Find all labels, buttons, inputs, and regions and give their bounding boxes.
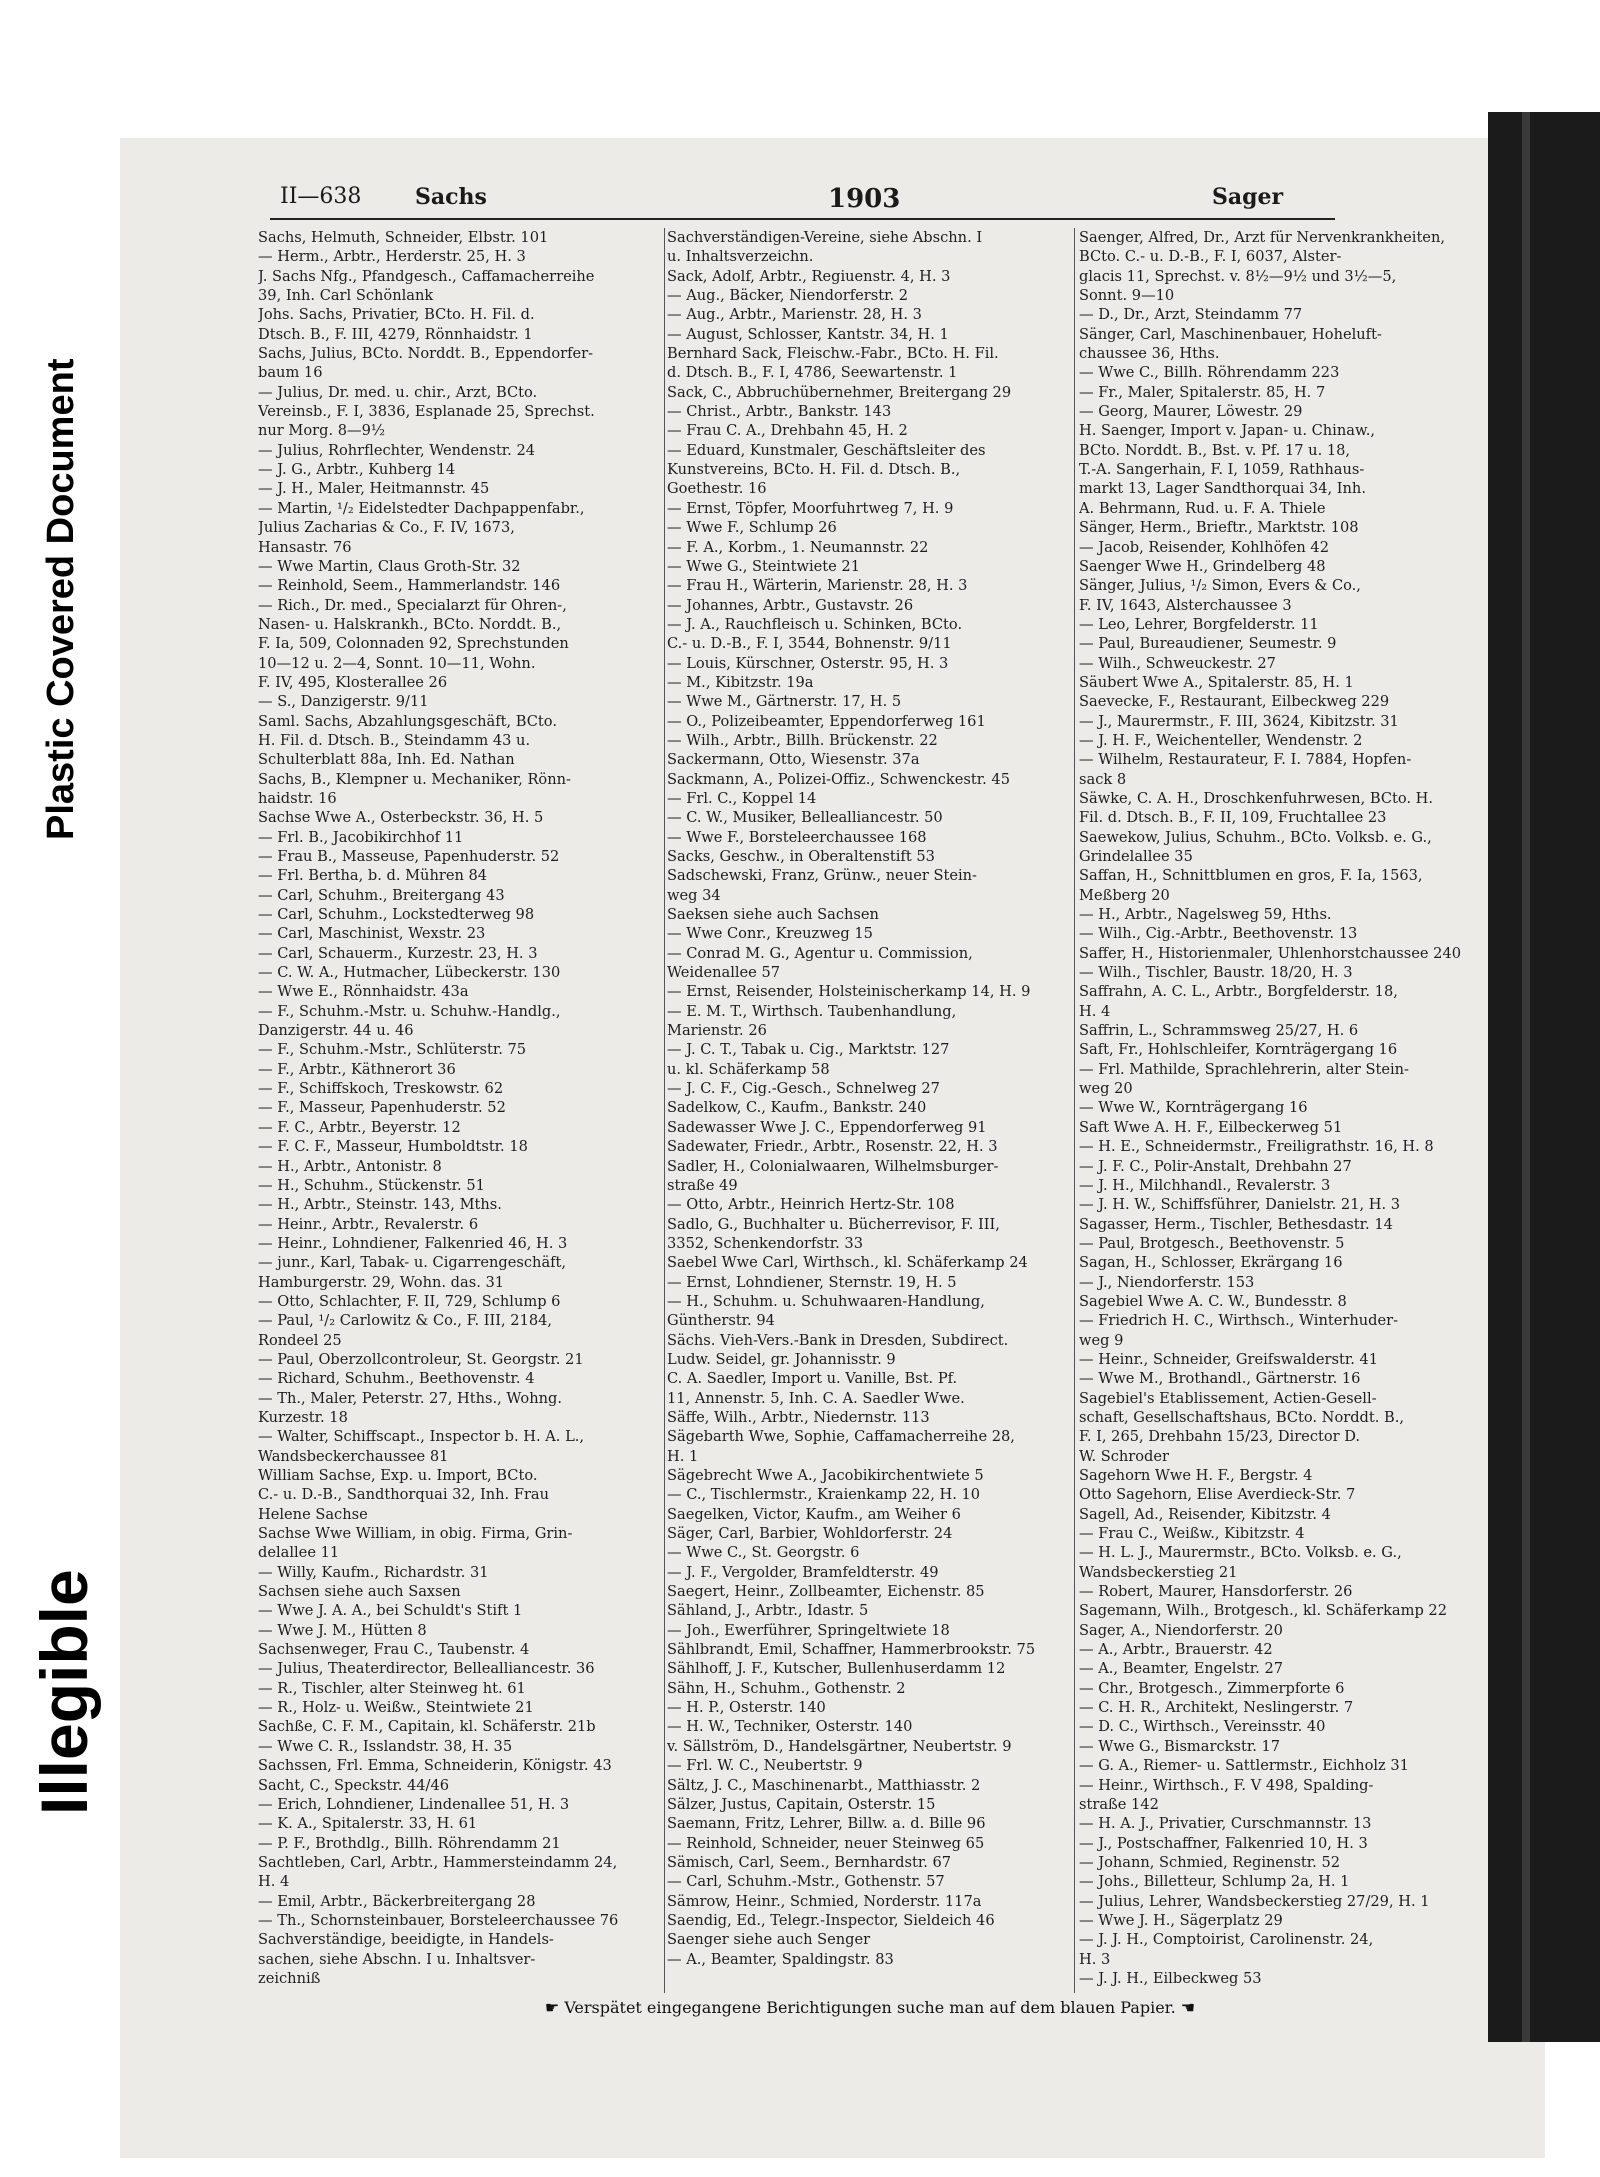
footer-note: ☛ Verspätet eingegangene Berichtigungen suche man auf dem blauen Papier. ☚ bbox=[544, 1998, 1196, 2017]
directory-entry-line: Wandsbeckerstieg 21 bbox=[1079, 1563, 1238, 1581]
directory-entry-line: Säubert Wwe A., Spitalerstr. 85, H. 1 bbox=[1079, 673, 1354, 691]
directory-entry-line: v. Sällström, D., Handelsgärtner, Neubertstr. 9 bbox=[667, 1737, 1012, 1755]
directory-entry-line: — Carl, Schuhm., Lockstedterweg 98 bbox=[258, 906, 535, 924]
directory-entry-line: — Otto, Schlachter, F. II, 729, Schlump 6 bbox=[258, 1292, 561, 1310]
directory-entry-line: Saewekow, Julius, Schuhm., BCto. Volksb. e. G., bbox=[1079, 828, 1432, 846]
directory-entry-line: — Frl. C., Koppel 14 bbox=[667, 789, 817, 807]
directory-entry-line: 10—12 u. 2—4, Sonnt. 10—11, Wohn. bbox=[258, 654, 536, 672]
directory-entry-line: A. Behrmann, Rud. u. F. A. Thiele bbox=[1079, 499, 1326, 517]
header-rule bbox=[270, 218, 1335, 220]
directory-entry-line: — Otto, Arbtr., Heinrich Hertz-Str. 108 bbox=[667, 1196, 955, 1214]
directory-entry-line: Saenger siehe auch Senger bbox=[667, 1931, 871, 1949]
directory-entry-line: — Rich., Dr. med., Specialarzt für Ohren-, bbox=[258, 596, 567, 614]
directory-entry-line: 11, Annenstr. 5, Inh. C. A. Saedler Wwe. bbox=[667, 1389, 965, 1407]
directory-entry-line: — Emil, Arbtr., Bäckerbreitergang 28 bbox=[258, 1892, 536, 1910]
directory-entry-line: — August, Schlosser, Kantstr. 34, H. 1 bbox=[667, 325, 949, 343]
directory-entry-line: — Julius, Lehrer, Wandsbeckerstieg 27/29, H. 1 bbox=[1079, 1892, 1430, 1910]
directory-entry-line: — H. W., Techniker, Osterstr. 140 bbox=[667, 1718, 913, 1736]
directory-entry-line: Sälzer, Justus, Capitain, Osterstr. 15 bbox=[667, 1795, 936, 1813]
directory-entry-line: — Friedrich H. C., Wirthsch., Winterhuder- bbox=[1079, 1312, 1399, 1330]
directory-entry-line: Sachs, Julius, BCto. Norddt. B., Eppendorfer- bbox=[258, 345, 594, 363]
directory-entry-line: Säwke, C. A. H., Droschkenfuhrwesen, BCto. H. bbox=[1079, 789, 1434, 807]
directory-entry-line: — Frl. Mathilde, Sprachlehrerin, alter Stein- bbox=[1079, 1060, 1409, 1078]
directory-entry-line: — Chr., Brotgesch., Zimmerpforte 6 bbox=[1079, 1679, 1345, 1697]
directory-entry-line: — Frl. B., Jacobikirchhof 11 bbox=[258, 828, 464, 846]
directory-entry-line: Sadewasser Wwe J. C., Eppendorferweg 91 bbox=[667, 1118, 987, 1136]
directory-entry-line: Sadelkow, C., Kaufm., Bankstr. 240 bbox=[667, 1099, 927, 1117]
directory-entry-line: — F. C. F., Masseur, Humboldtstr. 18 bbox=[258, 1138, 528, 1156]
directory-entry-line: Sadler, H., Colonialwaaren, Wilhelmsburger- bbox=[667, 1157, 999, 1175]
directory-entry-line: — C. H. R., Architekt, Neslingerstr. 7 bbox=[1079, 1699, 1354, 1717]
directory-entry-line: — Herm., Arbtr., Herderstr. 25, H. 3 bbox=[258, 248, 526, 266]
directory-entry-line: — Ernst, Reisender, Holsteinischerkamp 14, H. 9 bbox=[667, 983, 1031, 1001]
directory-entry-line: — Julius, Rohrflechter, Wendenstr. 24 bbox=[258, 441, 536, 459]
directory-entry-line: — H., Schuhm., Stückenstr. 51 bbox=[258, 1176, 485, 1194]
directory-column-3 bbox=[1079, 228, 1485, 1988]
directory-entry-line: schaft, Gesellschaftshaus, BCto. Norddt. B., bbox=[1079, 1408, 1405, 1426]
column-divider bbox=[664, 228, 665, 1993]
header-left-keyword: Sachs bbox=[415, 184, 487, 210]
directory-entry-line: Schulterblatt 88a, Inh. Ed. Nathan bbox=[258, 751, 515, 769]
directory-entry-line: Saemann, Fritz, Lehrer, Billw. a. d. Bille 96 bbox=[667, 1815, 986, 1833]
directory-entry-line: — O., Polizeibeamter, Eppendorferweg 161 bbox=[667, 712, 986, 730]
directory-entry-line: — F., Arbtr., Käthnerort 36 bbox=[258, 1060, 456, 1078]
directory-entry-line: — E. M. T., Wirthsch. Taubenhandlung, bbox=[667, 1002, 957, 1020]
directory-entry-line: Säffe, Wilh., Arbtr., Niedernstr. 113 bbox=[667, 1408, 930, 1426]
directory-entry-line: — Wwe C., St. Georgstr. 6 bbox=[667, 1544, 860, 1562]
directory-entry-line: Sachverständigen-Vereine, siehe Abschn. I bbox=[667, 229, 983, 246]
directory-entry-line: — Conrad M. G., Agentur u. Commission, bbox=[667, 944, 973, 962]
directory-entry-line: — F., Masseur, Papenhuderstr. 52 bbox=[258, 1099, 506, 1117]
directory-entry-line: — Heinr., Arbtr., Revalerstr. 6 bbox=[258, 1215, 479, 1233]
directory-entry-line: Saffan, H., Schnittblumen en gros, F. Ia, 1563, bbox=[1079, 867, 1423, 885]
directory-entry-line: Helene Sachse bbox=[258, 1505, 368, 1523]
directory-entry-line: Sagebiel's Etablissement, Actien-Gesell- bbox=[1079, 1389, 1377, 1407]
column-divider bbox=[1074, 228, 1075, 1993]
directory-entry-line: — C., Tischlermstr., Kraienkamp 22, H. 10 bbox=[667, 1486, 981, 1504]
directory-entry-line: — Richard, Schuhm., Beethovenstr. 4 bbox=[258, 1370, 535, 1388]
directory-entry-line: Säger, Carl, Barbier, Wohldorferstr. 24 bbox=[667, 1525, 953, 1543]
directory-entry-line: — Wwe E., Rönnhaidstr. 43a bbox=[258, 983, 469, 1001]
directory-entry-line: — Frau H., Wärterin, Marienstr. 28, H. 3 bbox=[667, 577, 968, 595]
directory-entry-line: — Frau C., Weißw., Kibitzstr. 4 bbox=[1079, 1525, 1305, 1543]
directory-entry-line: 39, Inh. Carl Schönlank bbox=[258, 287, 434, 305]
directory-entry-line: — junr., Karl, Tabak- u. Cigarrengeschäft, bbox=[258, 1254, 567, 1272]
directory-entry-line: — Julius, Dr. med. u. chir., Arzt, BCto. bbox=[258, 383, 538, 401]
directory-entry-line: — J. J. H., Comptoirist, Carolinenstr. 24, bbox=[1079, 1931, 1374, 1949]
directory-entry-line: Sachverständige, beeidigte, in Handels- bbox=[258, 1931, 554, 1949]
directory-entry-line: — Robert, Maurer, Hansdorferstr. 26 bbox=[1079, 1583, 1353, 1601]
directory-entry-line: Sämisch, Carl, Seem., Bernhardstr. 67 bbox=[667, 1853, 952, 1871]
directory-entry-line: — Walter, Schiffscapt., Inspector b. H. A. L., bbox=[258, 1428, 585, 1446]
directory-entry-line: — Wilh., Tischler, Baustr. 18/20, H. 3 bbox=[1079, 964, 1353, 982]
directory-entry-line: straße 49 bbox=[667, 1176, 738, 1194]
directory-entry-line: Saeksen siehe auch Sachsen bbox=[667, 906, 879, 924]
directory-entry-line: Sachse Wwe William, in obig. Firma, Grin- bbox=[258, 1525, 573, 1543]
directory-entry-line: Saft, Fr., Hohlschleifer, Kornträgergang 16 bbox=[1079, 1041, 1398, 1059]
directory-entry-line: — F., Schiffskoch, Treskowstr. 62 bbox=[258, 1080, 504, 1098]
directory-entry-line: Sadewater, Friedr., Arbtr., Rosenstr. 22, H. 3 bbox=[667, 1138, 998, 1156]
directory-entry-line: — R., Tischler, alter Steinweg ht. 61 bbox=[258, 1679, 526, 1697]
directory-entry-line: Kunstvereins, BCto. H. Fil. d. Dtsch. B., bbox=[667, 461, 961, 479]
directory-entry-line: — J. H., Milchhandl., Revalerstr. 3 bbox=[1079, 1176, 1331, 1194]
directory-entry-line: — Reinhold, Seem., Hammerlandstr. 146 bbox=[258, 577, 561, 595]
directory-entry-line: H. Fil. d. Dtsch. B., Steindamm 43 u. bbox=[258, 731, 531, 749]
directory-entry-line: — G. A., Riemer- u. Sattlermstr., Eichholz 31 bbox=[1079, 1757, 1409, 1775]
directory-entry-line: Marienstr. 26 bbox=[667, 1022, 767, 1040]
directory-entry-line: Saenger Wwe H., Grindelberg 48 bbox=[1079, 557, 1326, 575]
directory-entry-line: Sächs. Vieh-Vers.-Bank in Dresden, Subdirect. bbox=[667, 1331, 1009, 1349]
directory-entry-line: — J., Niendorferstr. 153 bbox=[1079, 1273, 1255, 1291]
directory-entry-line: H. 4 bbox=[1079, 1002, 1111, 1020]
directory-entry-line: Sagehorn Wwe H. F., Bergstr. 4 bbox=[1079, 1467, 1313, 1484]
directory-entry-line: — Wilh., Arbtr., Billh. Brückenstr. 22 bbox=[667, 731, 938, 749]
directory-entry-line: glacis 11, Sprechst. v. 8½—9½ und 3½—5, bbox=[1079, 267, 1397, 285]
directory-entry-line: — J. C. F., Cig.-Gesch., Schnelweg 27 bbox=[667, 1080, 940, 1098]
directory-entry-line: — Wwe F., Borsteleerchaussee 168 bbox=[667, 828, 927, 846]
directory-entry-line: — Louis, Kürschner, Osterstr. 95, H. 3 bbox=[667, 654, 949, 672]
page-number: II—638 bbox=[280, 184, 362, 209]
directory-entry-line: H. 1 bbox=[667, 1447, 699, 1465]
directory-entry-line: Saevecke, F., Restaurant, Eilbeckweg 229 bbox=[1079, 693, 1390, 711]
directory-entry-line: 3352, Schenkendorfstr. 33 bbox=[667, 1234, 863, 1252]
directory-entry-line: u. Inhaltsverzeichn. bbox=[667, 248, 814, 266]
directory-entry-line: Sählhoff, J. F., Kutscher, Bullenhuserdamm 12 bbox=[667, 1660, 1006, 1678]
directory-entry-line: — H. P., Osterstr. 140 bbox=[667, 1699, 826, 1717]
header-right-keyword: Sager bbox=[1212, 184, 1284, 210]
directory-entry-line: Sackermann, Otto, Wiesenstr. 37a bbox=[667, 751, 920, 769]
directory-entry-line: — Wwe C. R., Isslandstr. 38, H. 35 bbox=[258, 1737, 513, 1755]
directory-entry-line: haidstr. 16 bbox=[258, 789, 337, 807]
directory-entry-line: — Leo, Lehrer, Borgfelderstr. 11 bbox=[1079, 615, 1319, 633]
binding-edge bbox=[1488, 112, 1600, 2042]
directory-entry-line: C.- u. D.-B., Sandthorquai 32, Inh. Frau bbox=[258, 1486, 550, 1504]
directory-entry-line: — H., Arbtr., Antonistr. 8 bbox=[258, 1157, 442, 1175]
directory-column-1 bbox=[258, 228, 660, 1988]
directory-entry-line: — H. L. J., Maurermstr., BCto. Volksb. e. G., bbox=[1079, 1544, 1402, 1562]
directory-entry-line: Kurzestr. 18 bbox=[258, 1408, 348, 1426]
directory-entry-line: — Paul, ¹/₂ Carlowitz & Co., F. III, 2184, bbox=[258, 1312, 553, 1330]
directory-entry-line: — P. F., Brothdlg., Billh. Röhrendamm 21 bbox=[258, 1834, 561, 1852]
directory-entry-line: Saebel Wwe Carl, Wirthsch., kl. Schäferkamp 24 bbox=[667, 1254, 1028, 1272]
directory-entry-line: — Wwe G., Bismarckstr. 17 bbox=[1079, 1737, 1281, 1755]
directory-entry-line: u. kl. Schäferkamp 58 bbox=[667, 1060, 830, 1078]
directory-entry-line: — Wilh., Schweuckestr. 27 bbox=[1079, 654, 1276, 672]
directory-entry-line: markt 13, Lager Sandthorquai 34, Inh. bbox=[1079, 480, 1366, 498]
directory-entry-line: — Th., Maler, Peterstr. 27, Hths., Wohng. bbox=[258, 1389, 562, 1407]
directory-entry-line: Sacht, C., Speckstr. 44/46 bbox=[258, 1776, 450, 1794]
directory-entry-line: Goethestr. 16 bbox=[667, 480, 767, 498]
directory-entry-line: — M., Kibitzstr. 19a bbox=[667, 673, 814, 691]
directory-entry-line: — Carl, Schauerm., Kurzestr. 23, H. 3 bbox=[258, 944, 538, 962]
directory-entry-line: Sachße, C. F. M., Capitain, kl. Schäferstr. 21b bbox=[258, 1718, 596, 1736]
directory-entry-line: — A., Beamter, Engelstr. 27 bbox=[1079, 1660, 1284, 1678]
directory-entry-line: Saffrahn, A. C. L., Arbtr., Borgfelderstr. 18, bbox=[1079, 983, 1398, 1001]
directory-entry-line: — H. E., Schneidermstr., Freiligrathstr. 16, H. 8 bbox=[1079, 1138, 1434, 1156]
directory-entry-line: Saenger, Alfred, Dr., Arzt für Nervenkrankheiten, bbox=[1079, 229, 1445, 246]
directory-entry-line: — A., Arbtr., Brauerstr. 42 bbox=[1079, 1641, 1273, 1659]
directory-entry-line: delallee 11 bbox=[258, 1544, 340, 1562]
directory-entry-line: — Paul, Brotgesch., Beethovenstr. 5 bbox=[1079, 1234, 1345, 1252]
directory-entry-line: — F., Schuhm.-Mstr., Schlüterstr. 75 bbox=[258, 1041, 527, 1059]
directory-entry-line: weg 34 bbox=[667, 886, 721, 904]
directory-entry-line: Sack, Adolf, Arbtr., Regiuenstr. 4, H. 3 bbox=[667, 267, 951, 285]
directory-entry-line: Saegelken, Victor, Kaufm., am Weiher 6 bbox=[667, 1505, 961, 1523]
directory-entry-line: Vereinsb., F. I, 3836, Esplanade 25, Sprechst. bbox=[258, 403, 595, 421]
directory-entry-line: Nasen- u. Halskrankh., BCto. Norddt. B., bbox=[258, 615, 562, 633]
directory-entry-line: Hamburgerstr. 29, Wohn. das. 31 bbox=[258, 1273, 505, 1291]
directory-entry-line: — Georg, Maurer, Löwestr. 29 bbox=[1079, 403, 1303, 421]
directory-entry-line: C. A. Saedler, Import u. Vanille, Bst. Pf. bbox=[667, 1370, 958, 1388]
directory-column-2 bbox=[667, 228, 1069, 1969]
directory-entry-line: weg 20 bbox=[1079, 1080, 1133, 1098]
directory-entry-line: — J., Postschaffner, Falkenried 10, H. 3 bbox=[1079, 1834, 1368, 1852]
directory-entry-line: H. Saenger, Import v. Japan- u. Chinaw., bbox=[1079, 422, 1375, 440]
directory-entry-line: — Erich, Lohndiener, Lindenallee 51, H. 3 bbox=[258, 1795, 570, 1813]
directory-entry-line: — Johann, Schmied, Reginenstr. 52 bbox=[1079, 1853, 1341, 1871]
directory-entry-line: — J. H. F., Weichenteller, Wendenstr. 2 bbox=[1079, 731, 1363, 749]
directory-entry-line: — Julius, Theaterdirector, Bellealliancestr. 36 bbox=[258, 1660, 595, 1678]
directory-entry-line: — Frl. W. C., Neubertstr. 9 bbox=[667, 1757, 863, 1775]
directory-entry-line: Rondeel 25 bbox=[258, 1331, 342, 1349]
directory-entry-line: — Wwe M., Gärtnerstr. 17, H. 5 bbox=[667, 693, 902, 711]
directory-entry-line: Sägebrecht Wwe A., Jacobikirchentwiete 5 bbox=[667, 1467, 984, 1484]
directory-entry-line: — Johs., Billetteur, Schlump 2a, H. 1 bbox=[1079, 1873, 1350, 1891]
directory-entry-line: — Wwe C., Billh. Röhrendamm 223 bbox=[1079, 364, 1340, 382]
directory-entry-line: William Sachse, Exp. u. Import, BCto. bbox=[258, 1467, 538, 1484]
directory-entry-line: F. I, 265, Drehbahn 15/23, Director D. bbox=[1079, 1428, 1361, 1446]
directory-entry-line: — J. H. W., Schiffsführer, Danielstr. 21, H. 3 bbox=[1079, 1196, 1401, 1214]
directory-entry-line: F. IV, 1643, Alsterchaussee 3 bbox=[1079, 596, 1292, 614]
directory-entry-line: H. 3 bbox=[1079, 1950, 1111, 1968]
directory-entry-line: — J. J. H., Eilbeckweg 53 bbox=[1079, 1969, 1262, 1987]
directory-entry-line: weg 9 bbox=[1079, 1331, 1124, 1349]
directory-entry-line: Sähland, J., Arbtr., Idastr. 5 bbox=[667, 1602, 869, 1620]
directory-entry-line: — H., Schuhm. u. Schuhwaaren-Handlung, bbox=[667, 1292, 985, 1310]
directory-entry-line: Güntherstr. 94 bbox=[667, 1312, 775, 1330]
directory-entry-line: — Wwe G., Steintwiete 21 bbox=[667, 557, 860, 575]
directory-entry-line: — Ernst, Lohndiener, Sternstr. 19, H. 5 bbox=[667, 1273, 957, 1291]
directory-entry-line: Sagebiel Wwe A. C. W., Bundesstr. 8 bbox=[1079, 1292, 1347, 1310]
directory-entry-line: — J. G., Arbtr., Kuhberg 14 bbox=[258, 461, 456, 479]
directory-entry-line: — D., Dr., Arzt, Steindamm 77 bbox=[1079, 306, 1303, 324]
directory-entry-line: Saml. Sachs, Abzahlungsgeschäft, BCto. bbox=[258, 712, 557, 730]
directory-entry-line: Sadschewski, Franz, Grünw., neuer Stein- bbox=[667, 867, 977, 885]
directory-entry-line: Hansastr. 76 bbox=[258, 538, 352, 556]
directory-entry-line: baum 16 bbox=[258, 364, 323, 382]
directory-entry-line: C.- u. D.-B., F. I, 3544, Bohnenstr. 9/11 bbox=[667, 635, 952, 653]
directory-entry-line: Meßberg 20 bbox=[1079, 886, 1170, 904]
directory-entry-line: Julius Zacharias & Co., F. IV, 1673, bbox=[258, 519, 515, 537]
directory-entry-line: — Wilh., Cig.-Arbtr., Beethovenstr. 13 bbox=[1079, 925, 1358, 943]
directory-entry-line: Sachse Wwe A., Osterbeckstr. 36, H. 5 bbox=[258, 809, 544, 827]
directory-entry-line: — Reinhold, Schneider, neuer Steinweg 65 bbox=[667, 1834, 985, 1852]
directory-entry-line: — Carl, Schuhm.-Mstr., Gothenstr. 57 bbox=[667, 1873, 945, 1891]
directory-entry-line: Sänger, Herm., Brieftr., Marktstr. 108 bbox=[1079, 519, 1359, 537]
directory-entry-line: Weidenallee 57 bbox=[667, 964, 781, 982]
directory-entry-line: straße 142 bbox=[1079, 1795, 1159, 1813]
directory-entry-line: — Aug., Arbtr., Marienstr. 28, H. 3 bbox=[667, 306, 922, 324]
directory-entry-line: Sachsenweger, Frau C., Taubenstr. 4 bbox=[258, 1641, 530, 1659]
directory-entry-line: Sachtleben, Carl, Arbtr., Hammersteindamm 24, bbox=[258, 1853, 618, 1871]
directory-entry-line: — Carl, Maschinist, Wexstr. 23 bbox=[258, 925, 486, 943]
directory-entry-line: Sack, C., Abbruchübernehmer, Breitergang 29 bbox=[667, 383, 1012, 401]
directory-entry-line: — J. F., Vergolder, Bramfeldterstr. 49 bbox=[667, 1563, 939, 1581]
directory-entry-line: Sonnt. 9—10 bbox=[1079, 287, 1175, 305]
directory-entry-line: Saegert, Heinr., Zollbeamter, Eichenstr. 85 bbox=[667, 1583, 985, 1601]
directory-entry-line: Sadlo, G., Buchhalter u. Bücherrevisor, F. III, bbox=[667, 1215, 1000, 1233]
directory-entry-line: T.-A. Sangerhain, F. I, 1059, Rathhaus- bbox=[1079, 461, 1365, 479]
directory-entry-line: — S., Danzigerstr. 9/11 bbox=[258, 693, 429, 711]
directory-entry-line: — A., Beamter, Spaldingstr. 83 bbox=[667, 1950, 894, 1968]
directory-entry-line: — H., Arbtr., Steinstr. 143, Mths. bbox=[258, 1196, 502, 1214]
directory-entry-line: Sager, A., Niendorferstr. 20 bbox=[1079, 1621, 1283, 1639]
directory-entry-line: Saffer, H., Historienmaler, Uhlenhorstchaussee 240 bbox=[1079, 944, 1462, 962]
directory-entry-line: sack 8 bbox=[1079, 770, 1127, 788]
directory-entry-line: — Martin, ¹/₂ Eidelstedter Dachpappenfabr., bbox=[258, 499, 585, 517]
directory-entry-line: sachen, siehe Abschn. I u. Inhaltsver- bbox=[258, 1950, 536, 1968]
directory-entry-line: BCto. Norddt. B., Bst. v. Pf. 17 u. 18, bbox=[1079, 441, 1351, 459]
page-header bbox=[280, 184, 1325, 218]
directory-entry-line: — F., Schuhm.-Mstr. u. Schuhw.-Handlg., bbox=[258, 1002, 561, 1020]
directory-entry-line: — Heinr., Wirthsch., F. V 498, Spalding- bbox=[1079, 1776, 1374, 1794]
directory-entry-line: Johs. Sachs, Privatier, BCto. H. Fil. d. bbox=[258, 306, 535, 324]
directory-entry-line: — J. F. C., Polir-Anstalt, Drehbahn 27 bbox=[1079, 1157, 1352, 1175]
directory-entry-line: — Wilhelm, Restaurateur, F. I. 7884, Hopfen- bbox=[1079, 751, 1412, 769]
directory-entry-line: — Wwe J. M., Hütten 8 bbox=[258, 1621, 427, 1639]
directory-entry-line: — H. A. J., Privatier, Curschmannstr. 13 bbox=[1079, 1815, 1372, 1833]
directory-entry-line: Sältz, J. C., Maschinenarbt., Matthiasstr. 2 bbox=[667, 1776, 981, 1794]
directory-entry-line: — Frl. Bertha, b. d. Mühren 84 bbox=[258, 867, 488, 885]
directory-entry-line: Sachsen siehe auch Saxsen bbox=[258, 1583, 461, 1601]
directory-entry-line: — Paul, Oberzollcontroleur, St. Georgstr. 21 bbox=[258, 1350, 584, 1368]
directory-entry-line: — J. H., Maler, Heitmannstr. 45 bbox=[258, 480, 490, 498]
directory-entry-line: — Heinr., Schneider, Greifswalderstr. 41 bbox=[1079, 1350, 1379, 1368]
directory-entry-line: Sagasser, Herm., Tischler, Bethesdastr. 14 bbox=[1079, 1215, 1393, 1233]
directory-entry-line: Bernhard Sack, Fleischw.-Fabr., BCto. H. Fil. bbox=[667, 345, 999, 363]
directory-entry-line: — Wwe F., Schlump 26 bbox=[667, 519, 837, 537]
directory-entry-line: — C. W. A., Hutmacher, Lübeckerstr. 130 bbox=[258, 964, 561, 982]
directory-entry-line: d. Dtsch. B., F. I, 4786, Seewartenstr. 1 bbox=[667, 364, 958, 382]
directory-entry-line: Otto Sagehorn, Elise Averdieck-Str. 7 bbox=[1079, 1486, 1356, 1504]
directory-entry-line: — Frau C. A., Drehbahn 45, H. 2 bbox=[667, 422, 908, 440]
directory-entry-line: Sachs, B., Klempner u. Mechaniker, Rönn- bbox=[258, 770, 571, 788]
directory-entry-line: — J. C. T., Tabak u. Cig., Marktstr. 127 bbox=[667, 1041, 950, 1059]
directory-entry-line: Sachssen, Frl. Emma, Schneiderin, Königstr. 43 bbox=[258, 1757, 612, 1775]
directory-entry-line: Sacks, Geschw., in Oberaltenstift 53 bbox=[667, 848, 935, 865]
directory-entry-line: — Christ., Arbtr., Bankstr. 143 bbox=[667, 403, 892, 421]
directory-entry-line: Sämrow, Heinr., Schmied, Norderstr. 117a bbox=[667, 1892, 982, 1910]
directory-entry-line: W. Schroder bbox=[1079, 1447, 1170, 1465]
directory-entry-line: Sackmann, A., Polizei-Offiz., Schwenckestr. 45 bbox=[667, 770, 1010, 788]
directory-entry-line: Sähn, H., Schuhm., Gothenstr. 2 bbox=[667, 1679, 906, 1697]
directory-entry-line: Ludw. Seidel, gr. Johannisstr. 9 bbox=[667, 1350, 896, 1368]
directory-entry-line: Sagemann, Wilh., Brotgesch., kl. Schäferkamp 22 bbox=[1079, 1602, 1448, 1620]
directory-entry-line: — Wwe Conr., Kreuzweg 15 bbox=[667, 925, 873, 943]
directory-entry-line: — K. A., Spitalerstr. 33, H. 61 bbox=[258, 1815, 478, 1833]
illegible-label: Illegible bbox=[27, 1569, 101, 1815]
directory-entry-line: Danzigerstr. 44 u. 46 bbox=[258, 1022, 414, 1040]
directory-entry-line: F. Ia, 509, Colonnaden 92, Sprechstunden bbox=[258, 635, 569, 653]
directory-entry-line: — F. C., Arbtr., Beyerstr. 12 bbox=[258, 1118, 461, 1136]
directory-entry-line: Sagan, H., Schlosser, Ekrärgang 16 bbox=[1079, 1254, 1343, 1272]
plastic-covered-label: Plastic Covered Document bbox=[40, 358, 82, 840]
directory-entry-line: — Paul, Bureaudiener, Seumestr. 9 bbox=[1079, 635, 1337, 653]
directory-entry-line: Sänger, Julius, ¹/₂ Simon, Evers & Co., bbox=[1079, 577, 1361, 595]
directory-entry-line: Sägebarth Wwe, Sophie, Caffamacherreihe 28, bbox=[667, 1428, 1015, 1446]
directory-entry-line: — Wwe M., Brothandl., Gärtnerstr. 16 bbox=[1079, 1370, 1361, 1388]
directory-entry-line: — C. W., Musiker, Bellealliancestr. 50 bbox=[667, 809, 943, 827]
directory-entry-line: — Carl, Schuhm., Breitergang 43 bbox=[258, 886, 505, 904]
directory-entry-line: H. 4 bbox=[258, 1873, 290, 1891]
directory-entry-line: — Wwe W., Kornträgergang 16 bbox=[1079, 1099, 1308, 1117]
directory-entry-line: — F. A., Korbm., 1. Neumannstr. 22 bbox=[667, 538, 929, 556]
directory-entry-line: zeichniß bbox=[258, 1969, 321, 1987]
directory-entry-line: J. Sachs Nfg., Pfandgesch., Caffamacherreihe bbox=[258, 267, 595, 285]
directory-entry-line: — Frau B., Masseuse, Papenhuderstr. 52 bbox=[258, 848, 560, 865]
directory-entry-line: — Willy, Kaufm., Richardstr. 31 bbox=[258, 1563, 489, 1581]
directory-entry-line: Sachs, Helmuth, Schneider, Elbstr. 101 bbox=[258, 229, 549, 246]
directory-entry-line: — Heinr., Lohndiener, Falkenried 46, H. 3 bbox=[258, 1234, 568, 1252]
directory-entry-line: Saendig, Ed., Telegr.-Inspector, Sieldeich 46 bbox=[667, 1911, 995, 1929]
directory-entry-line: — Aug., Bäcker, Niendorferstr. 2 bbox=[667, 287, 909, 305]
directory-entry-line: — Ernst, Töpfer, Moorfuhrtweg 7, H. 9 bbox=[667, 499, 954, 517]
directory-entry-line: — J. A., Rauchfleisch u. Schinken, BCto. bbox=[667, 615, 963, 633]
directory-entry-line: Dtsch. B., F. III, 4279, Rönnhaidstr. 1 bbox=[258, 325, 533, 343]
directory-entry-line: — D. C., Wirthsch., Vereinsstr. 40 bbox=[1079, 1718, 1326, 1736]
directory-entry-line: Saft Wwe A. H. F., Eilbeckerweg 51 bbox=[1079, 1118, 1343, 1136]
directory-entry-line: — Th., Schornsteinbauer, Borsteleerchaussee 76 bbox=[258, 1911, 619, 1929]
directory-entry-line: — Wwe J. A. A., bei Schuldt's Stift 1 bbox=[258, 1602, 523, 1620]
directory-entry-line: — Eduard, Kunstmaler, Geschäftsleiter des bbox=[667, 441, 986, 459]
directory-entry-line: Grindelallee 35 bbox=[1079, 848, 1193, 865]
directory-entry-line: Wandsbeckerchaussee 81 bbox=[258, 1447, 449, 1465]
directory-entry-line: Fil. d. Dtsch. B., F. II, 109, Fruchtallee 23 bbox=[1079, 809, 1387, 827]
directory-entry-line: — Jacob, Reisender, Kohlhöfen 42 bbox=[1079, 538, 1330, 556]
directory-entry-line: — Joh., Ewerführer, Springeltwiete 18 bbox=[667, 1621, 950, 1639]
directory-entry-line: BCto. C.- u. D.-B., F. I, 6037, Alster- bbox=[1079, 248, 1342, 266]
directory-entry-line: — R., Holz- u. Weißw., Steintwiete 21 bbox=[258, 1699, 534, 1717]
directory-entry-line: nur Morg. 8—9½ bbox=[258, 422, 386, 440]
directory-entry-line: — Johannes, Arbtr., Gustavstr. 26 bbox=[667, 596, 914, 614]
directory-entry-line: chaussee 36, Hths. bbox=[1079, 345, 1220, 363]
header-year: 1903 bbox=[828, 184, 901, 214]
directory-entry-line: — Fr., Maler, Spitalerstr. 85, H. 7 bbox=[1079, 383, 1326, 401]
directory-entry-line: — J., Maurermstr., F. III, 3624, Kibitzstr. 31 bbox=[1079, 712, 1399, 730]
directory-entry-line: — Wwe Martin, Claus Groth-Str. 32 bbox=[258, 557, 521, 575]
directory-entry-line: Sählbrandt, Emil, Schaffner, Hammerbrookstr. 75 bbox=[667, 1641, 1036, 1659]
directory-entry-line: Saffrin, L., Schrammsweg 25/27, H. 6 bbox=[1079, 1022, 1359, 1040]
directory-entry-line: Sagell, Ad., Reisender, Kibitzstr. 4 bbox=[1079, 1505, 1331, 1523]
directory-entry-line: Sänger, Carl, Maschinenbauer, Hoheluft- bbox=[1079, 325, 1382, 343]
directory-entry-line: — H., Arbtr., Nagelsweg 59, Hths. bbox=[1079, 906, 1332, 924]
directory-entry-line: F. IV, 495, Klosterallee 26 bbox=[258, 673, 448, 691]
directory-entry-line: — Wwe J. H., Sägerplatz 29 bbox=[1079, 1911, 1283, 1929]
